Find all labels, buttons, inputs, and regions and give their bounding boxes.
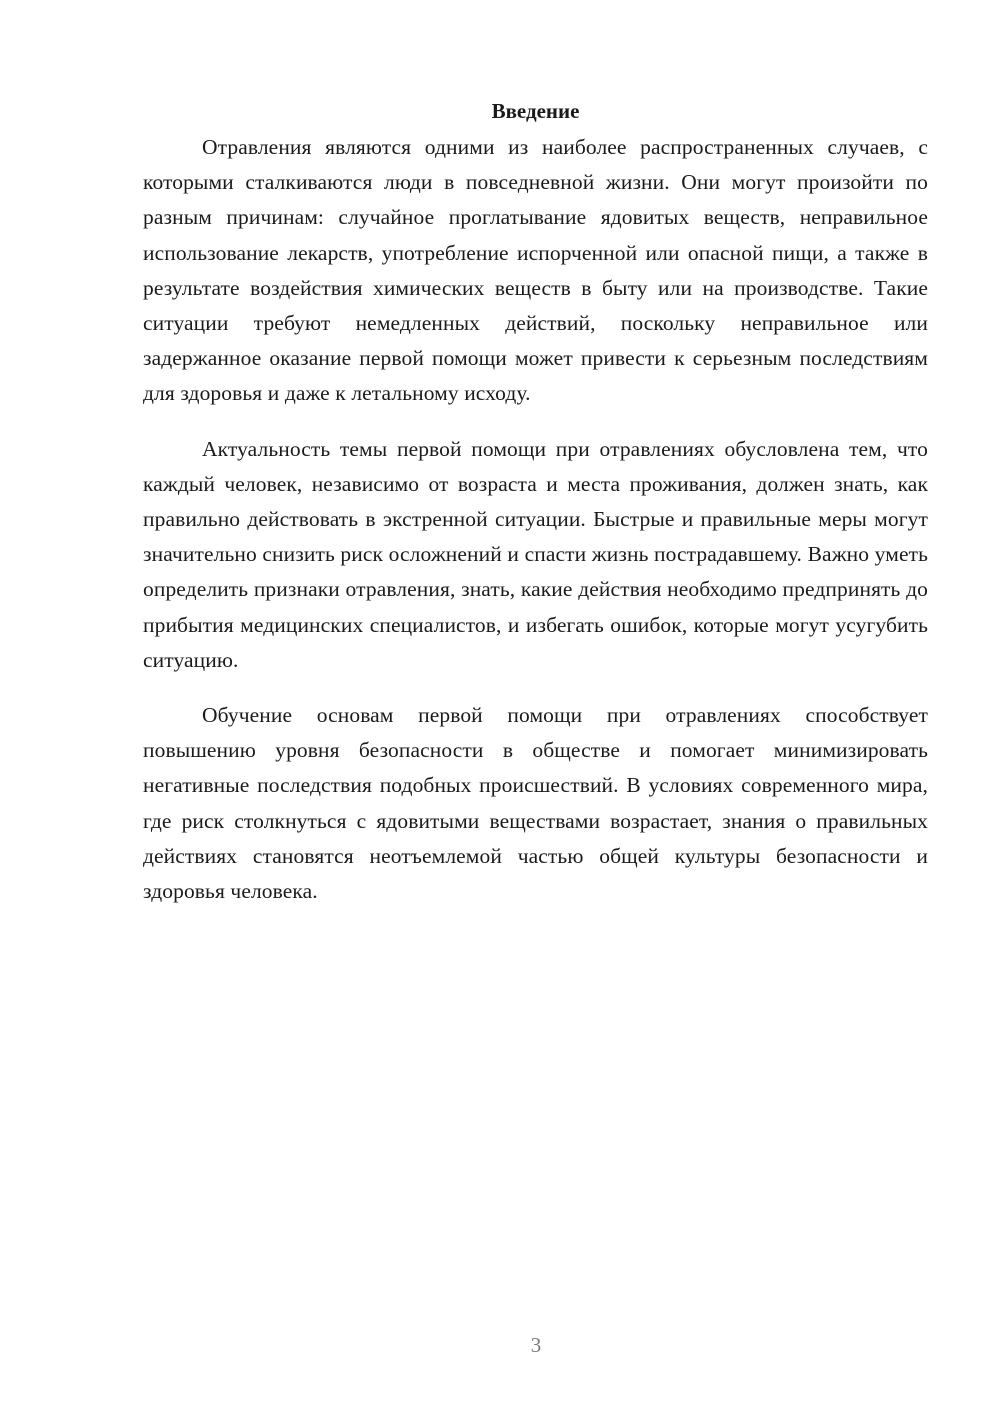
page-content <box>143 95 928 929</box>
page-number: 3 <box>530 1333 542 1357</box>
paragraph-3: Обучение основам первой помощи при отравлениях способствует повышению уровня безопасности в обществе и помогает минимизировать негативные последствия подобных происшествий. В условиях современного мира, где риск столкнуться с ядовитыми веществами возрастает, знания о правильных действиях становятся неотъемлемой частью общей культуры безопасности и здоровья человека. <box>143 703 928 904</box>
paragraph-2: Актуальность темы первой помощи при отравлениях обусловлена тем, что каждый человек, независимо от возраста и места проживания, должен знать, как правильно действовать в экстренной ситуации. Быстрые и правильные меры могут значительно снизить риск осложнений и спасти жизнь пострадавшему. Важно уметь определить признаки отравления, знать, какие действия необходимо предпринять до прибытия медицинских специалистов, и избегать ошибок, которые могут усугубить ситуацию. <box>143 436 928 672</box>
paragraph-1: Отравления являются одними из наиболее распространенных случаев, с которыми сталкиваются люди в повседневной жизни. Они могут произойти по разным причинам: случайное проглатывание ядовитых веществ, неправильное использование лекарств, употребление испорченной или опасной пищи, а также в результате воздействия химических веществ в быту или на производстве. Такие ситуации требуют немедленных действий, поскольку неправильное или задержанное оказание первой помощи может привести к серьезным последствиям для здоровья и даже к летальному исходу. <box>143 135 928 406</box>
page-title: Введение <box>491 99 580 123</box>
